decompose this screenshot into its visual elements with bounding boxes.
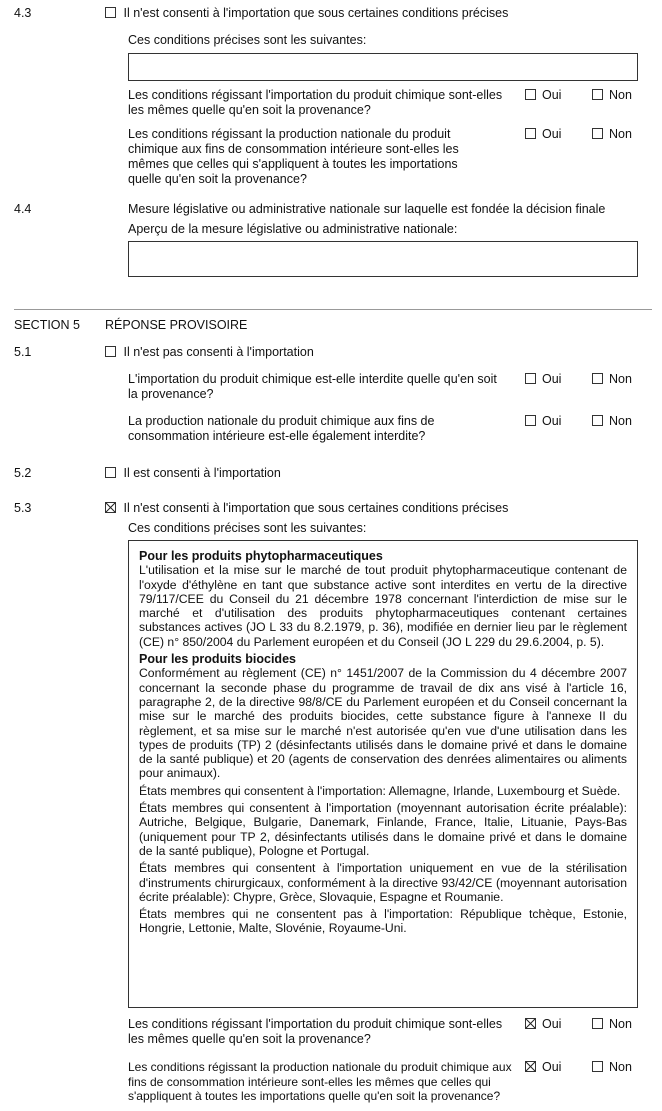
conditions-input[interactable] [128, 53, 638, 81]
non-option[interactable]: Non [592, 88, 632, 103]
question-text: Les conditions régissant la production nationale du produit chimique aux fins de consommation intérieure sont-elles les mêmes que celles qui s'appliquent à toutes les importations quelle qu'en soit la provenance? [128, 127, 459, 186]
checkbox-unchecked[interactable] [525, 89, 536, 100]
apercu-label: Aperçu de la mesure législative ou administrative nationale: [128, 222, 458, 236]
non-option[interactable]: Non [592, 414, 632, 429]
conditions-text-box [128, 540, 638, 1008]
checkbox-unchecked[interactable] [592, 1061, 603, 1072]
section-number: 5.1 [14, 345, 32, 359]
conditions-label: Ces conditions précises sont les suivantes: [128, 33, 367, 47]
checkbox-unchecked[interactable] [525, 373, 536, 384]
box-heading: Pour les produits biocides [139, 652, 296, 667]
checkbox-unchecked[interactable] [105, 467, 116, 478]
question-text: L'importation du produit chimique est-elle interdite quelle qu'en soit la provenance? [128, 372, 497, 401]
checkbox-unchecked[interactable] [525, 128, 536, 139]
box-paragraph: L'utilisation et la mise sur le marché de tout produit phytopharmaceutique contenant de l'oxyde d'éthylène en tant que substance active sont interdites en vertu de la directive 79/117/CEE du Conseil du 21 décembre 1978 concernant l'interdiction de mise sur le marché et d'utilisation des produits phytopharmaceutiques contenant certaines substances actives (JO L 33 du 8.2.1979, p. 36), modifiée en dernier lieu par le règlement (CE) n° 850/2004 du Parlement européen et du Conseil (JO L 229 du 29.6.2004, p. 5). [139, 563, 627, 649]
question-text: Les conditions régissant la production nationale du produit chimique aux fins de consommation intérieure sont-elles les mêmes que celles qui s'appliquent à toutes les importations quelle qu'en soit la provenance? [128, 1060, 512, 1103]
checkbox-unchecked[interactable] [592, 128, 603, 139]
oui-option[interactable]: Oui [525, 372, 561, 387]
non-option[interactable]: Non [592, 1017, 632, 1032]
box-paragraph: États membres qui ne consentent pas à l'importation: République tchèque, Estonie, Hongrie, Lettonie, Malte, Slovénie, Royaume-Uni. [139, 907, 627, 936]
checkbox-unchecked[interactable] [592, 89, 603, 100]
checkbox-unchecked[interactable] [525, 415, 536, 426]
checkbox-unchecked[interactable] [105, 346, 116, 357]
oui-option[interactable]: Oui [525, 127, 561, 142]
option-label: Il est consenti à l'importation [123, 466, 281, 480]
section-title: Mesure législative ou administrative nationale sur laquelle est fondée la décision finale [128, 202, 606, 216]
section-label: SECTION 5 [14, 318, 80, 332]
checkbox-checked[interactable] [525, 1018, 536, 1029]
apercu-input[interactable] [128, 241, 638, 277]
oui-option[interactable]: Oui [525, 88, 561, 103]
question-text: La production nationale du produit chimique aux fins de consommation intérieure est-elle également interdite? [128, 414, 435, 443]
option-label: Il n'est consenti à l'importation que sous certaines conditions précises [123, 501, 509, 515]
oui-option[interactable]: Oui [525, 1060, 561, 1075]
box-heading: Pour les produits phytopharmaceutiques [139, 549, 383, 563]
checkbox-unchecked[interactable] [592, 373, 603, 384]
question-text: Les conditions régissant l'importation du produit chimique sont-elles les mêmes quelle qu'en soit la provenance? [128, 1017, 503, 1046]
checkbox-checked[interactable] [105, 502, 116, 513]
section-number: 4.4 [14, 202, 32, 216]
section-title: RÉPONSE PROVISOIRE [105, 318, 248, 332]
oui-option[interactable]: Oui [525, 1017, 561, 1032]
section-number: 4.3 [14, 6, 32, 20]
non-option[interactable]: Non [592, 372, 632, 387]
option-row [105, 501, 508, 516]
option-label: Il n'est pas consenti à l'importation [123, 345, 314, 359]
checkbox-checked[interactable] [525, 1061, 536, 1072]
option-label: Il n'est consenti à l'importation que sous certaines conditions précises [123, 6, 509, 20]
oui-option[interactable]: Oui [525, 414, 561, 429]
conditions-label: Ces conditions précises sont les suivantes: [128, 521, 367, 535]
box-paragraph: États membres qui consentent à l'importation: Allemagne, Irlande, Luxembourg et Suède. [139, 783, 621, 798]
question-text: Les conditions régissant l'importation du produit chimique sont-elles les mêmes quelle qu'en soit la provenance? [128, 88, 503, 117]
checkbox-unchecked[interactable] [592, 1018, 603, 1029]
section-number: 5.3 [14, 501, 32, 515]
option-row [105, 345, 314, 360]
option-row [105, 6, 508, 21]
box-paragraph: Conformément au règlement (CE) n° 1451/2007 de la Commission du 4 décembre 2007 concernant la seconde phase du programme de travail de dix ans visé à l'article 16, paragraphe 2, de la directive 98/8/CE du Parlement européen et du Conseil concernant la mise sur le marché des produits biocides, cette substance figure à l'annexe II du règlement, et sa mise sur le marché n'est autorisée qu'en vue d'une utilisation dans les types de produits (TP) 2 (désinfectants utilisés dans le domaine privé et dans le domaine de la santé publique) et 20 (agents de conservation des denrées alimentaires ou aliments pour animaux). [139, 666, 627, 781]
checkbox-unchecked[interactable] [105, 7, 116, 18]
section-number: 5.2 [14, 466, 32, 480]
non-option[interactable]: Non [592, 127, 632, 142]
checkbox-unchecked[interactable] [592, 415, 603, 426]
option-row [105, 466, 281, 481]
box-paragraph: États membres qui consentent à l'importation (moyennant autorisation écrite préalable): Autriche, Belgique, Bulgarie, Danemark, Finlande, France, Italie, Lituanie, Pays-Bas (uniquement pour TP 2, désinfectants utilisés dans le domaine privé et dans le domaine de la santé publique), Pologne et Portugal. [139, 801, 627, 858]
non-option[interactable]: Non [592, 1060, 632, 1075]
section-divider [14, 309, 652, 310]
box-paragraph: États membres qui consentent à l'importation uniquement en vue de la stérilisation d'instruments chirurgicaux, conformément à la directive 93/42/CE (moyennant autorisation écrite préalable): Chypre, Grèce, Slovaquie, Espagne et Roumanie. [139, 861, 627, 904]
